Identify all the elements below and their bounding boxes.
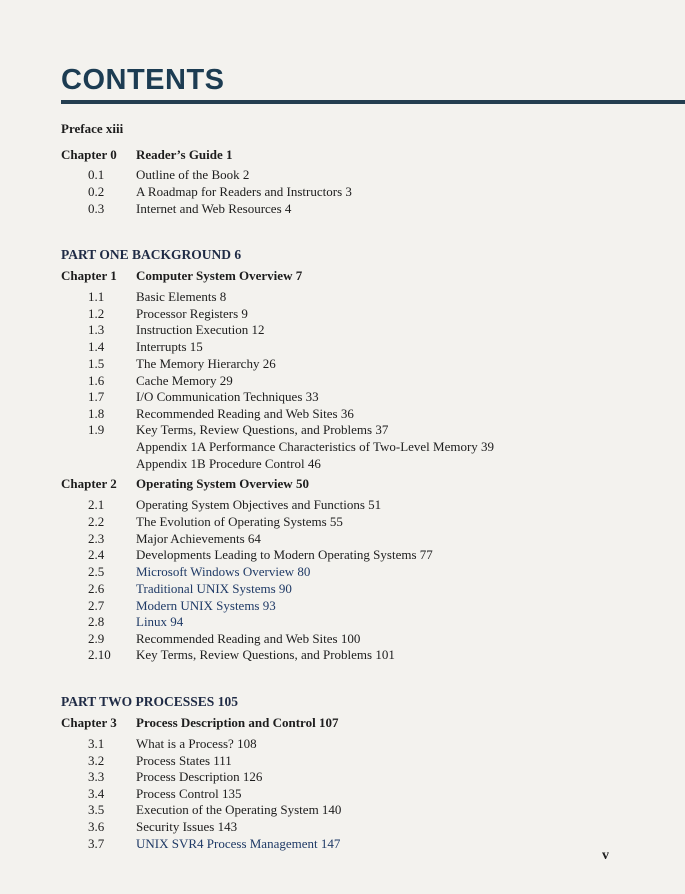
part-title: PART TWO PROCESSES 105 — [61, 694, 238, 709]
entry-title: Processor Registers 9 — [136, 306, 248, 321]
entry-number: 1.6 — [88, 373, 105, 388]
entry-title: Process States 111 — [136, 753, 232, 768]
entry-title: Major Achievements 64 — [136, 531, 261, 546]
entry-title: The Evolution of Operating Systems 55 — [136, 514, 343, 529]
entry-number: 2.4 — [88, 547, 105, 562]
entry-title: Process Description and Control 107 — [136, 715, 339, 730]
entry-number: 0.2 — [88, 184, 105, 199]
entry-number: 2.6 — [88, 581, 105, 596]
entry-title: Interrupts 15 — [136, 339, 203, 354]
entry-title: Key Terms, Review Questions, and Problems 37 — [136, 422, 389, 437]
entry-number: Chapter 0 — [61, 147, 117, 162]
entry-title: Process Control 135 — [136, 786, 242, 801]
entry-title: Microsoft Windows Overview 80 — [136, 564, 311, 579]
entry-title: Appendix 1B Procedure Control 46 — [136, 456, 321, 471]
entry-title: A Roadmap for Readers and Instructors 3 — [136, 184, 352, 199]
entry-title: Modern UNIX Systems 93 — [136, 598, 276, 613]
entry-title: Recommended Reading and Web Sites 36 — [136, 406, 354, 421]
entry-title: Execution of the Operating System 140 — [136, 802, 342, 817]
entry-number: 2.2 — [88, 514, 105, 529]
entry-number: 2.8 — [88, 614, 105, 629]
entry-number: 1.4 — [88, 339, 105, 354]
entry-number: 3.7 — [88, 836, 105, 851]
preface-entry: Preface xiii — [61, 121, 124, 136]
entry-title: Cache Memory 29 — [136, 373, 233, 388]
entry-title: Basic Elements 8 — [136, 289, 227, 304]
entry-title: Developments Leading to Modern Operating Systems 77 — [136, 547, 433, 562]
entry-number: 3.5 — [88, 802, 105, 817]
entry-title: Key Terms, Review Questions, and Problems 101 — [136, 647, 395, 662]
entry-number: 2.9 — [88, 631, 105, 646]
entry-number: 1.3 — [88, 322, 105, 337]
entry-number: 1.1 — [88, 289, 105, 304]
entry-title: What is a Process? 108 — [136, 736, 257, 751]
entry-number: Chapter 2 — [61, 476, 117, 491]
entry-title: Reader’s Guide 1 — [136, 147, 233, 162]
entry-title: UNIX SVR4 Process Management 147 — [136, 836, 341, 851]
page-title: CONTENTS — [61, 64, 225, 96]
entry-number: 2.3 — [88, 531, 105, 546]
part-title: PART ONE BACKGROUND 6 — [61, 247, 242, 262]
entry-title: I/O Communication Techniques 33 — [136, 389, 319, 404]
entry-number: 1.8 — [88, 406, 105, 421]
entry-title: Operating System Overview 50 — [136, 476, 309, 491]
entry-number: Chapter 3 — [61, 715, 117, 730]
entry-title: Appendix 1A Performance Characteristics of Two-Level Memory 39 — [136, 439, 495, 454]
entry-title: Process Description 126 — [136, 769, 263, 784]
entry-number: 3.6 — [88, 819, 105, 834]
entry-number: 1.7 — [88, 389, 105, 404]
page-number: v — [602, 848, 609, 863]
entry-number: 3.4 — [88, 786, 105, 801]
entry-number: 1.9 — [88, 422, 105, 437]
entry-title: Linux 94 — [136, 614, 184, 629]
entry-number: 0.1 — [88, 167, 105, 182]
entry-title: Operating System Objectives and Functions 51 — [136, 497, 382, 512]
entry-title: Security Issues 143 — [136, 819, 238, 834]
entry-number: 3.3 — [88, 769, 105, 784]
entry-title: The Memory Hierarchy 26 — [136, 356, 276, 371]
entry-title: Internet and Web Resources 4 — [136, 201, 292, 216]
entry-title: Traditional UNIX Systems 90 — [136, 581, 292, 596]
entry-title: Outline of the Book 2 — [136, 167, 250, 182]
entry-number: 2.5 — [88, 564, 105, 579]
entry-number: 3.2 — [88, 753, 105, 768]
entry-title: Instruction Execution 12 — [136, 322, 265, 337]
entry-number: 1.5 — [88, 356, 105, 371]
entry-number: 0.3 — [88, 201, 105, 216]
entry-title: Computer System Overview 7 — [136, 268, 303, 283]
entry-title: Recommended Reading and Web Sites 100 — [136, 631, 361, 646]
entry-number: 2.7 — [88, 598, 105, 613]
entry-number: 2.1 — [88, 497, 105, 512]
entry-number: 3.1 — [88, 736, 105, 751]
entry-number: 1.2 — [88, 306, 105, 321]
entry-number: Chapter 1 — [61, 268, 117, 283]
entry-number: 2.10 — [88, 647, 111, 662]
